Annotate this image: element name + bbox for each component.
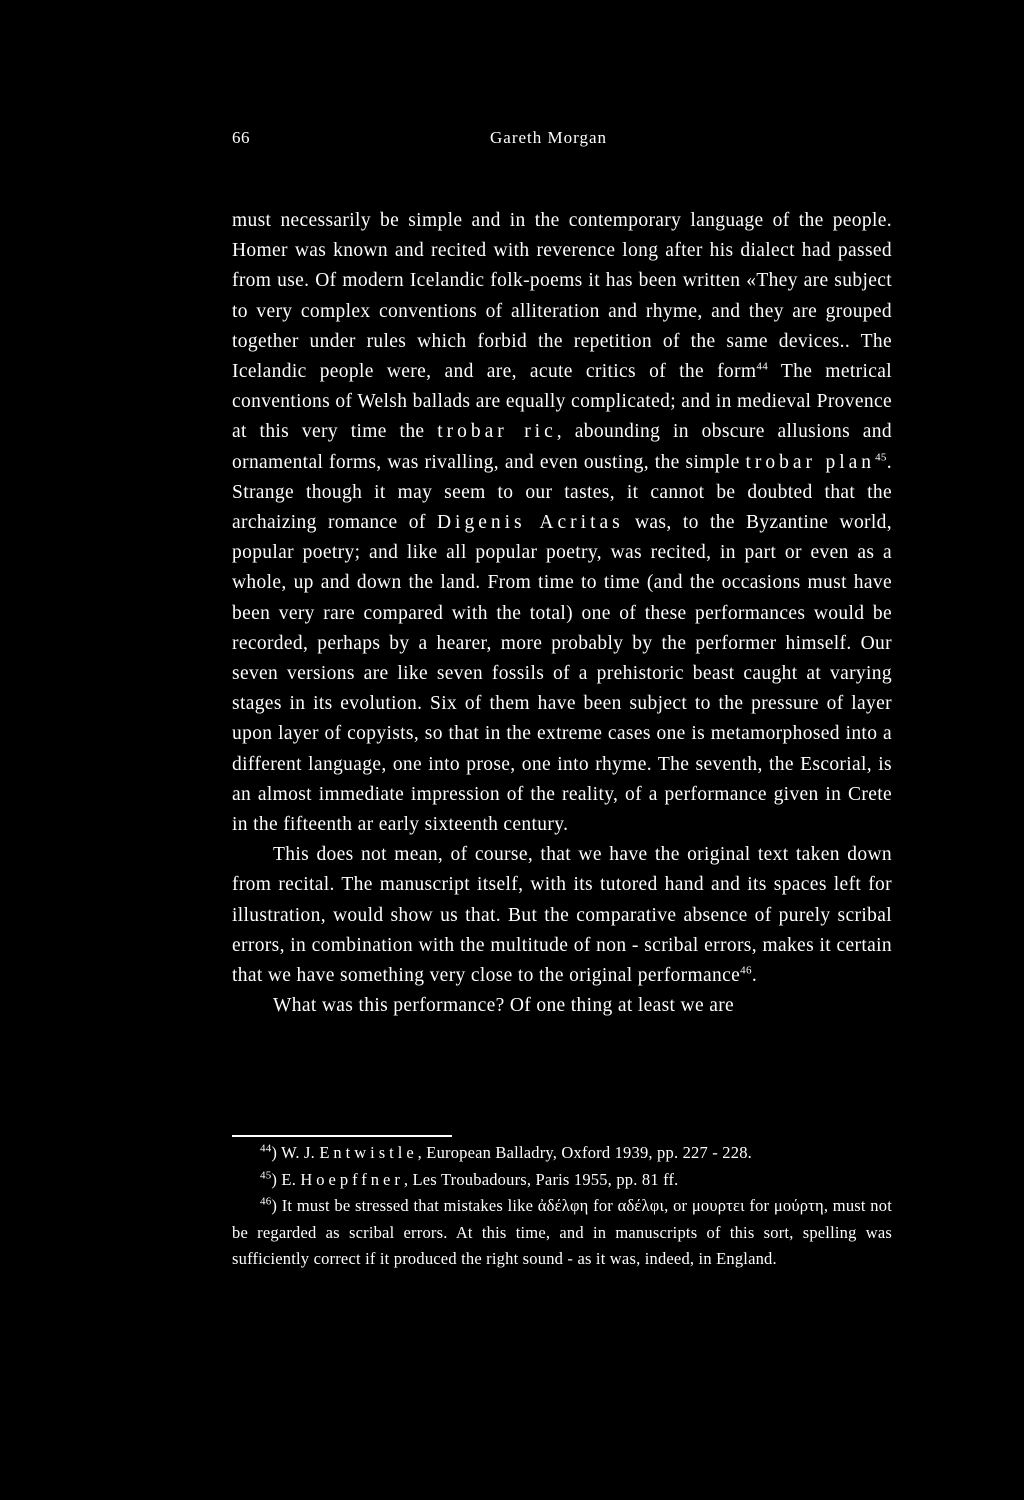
- paragraph-2-part-b: .: [751, 965, 758, 987]
- body-text: [232, 206, 892, 1021]
- footnote-author: Entwistle: [319, 1143, 418, 1162]
- footnote-46: [232, 1193, 892, 1273]
- paragraph-1-part-c: , abounding in obscure allusions and ornamental forms, was rivalling, and even ousting, the simple: [232, 421, 892, 473]
- footnote-prefix: ) E.: [271, 1169, 301, 1189]
- paragraph-3: What was this performance? Of one thing at least we are: [273, 995, 735, 1017]
- footnote-45: [232, 1167, 892, 1194]
- paragraph-1-part-b: The metrical conventions of Welsh ballads are equally complicated; and in medieval Provence at this very time the: [232, 361, 892, 443]
- paragraph-2: [232, 840, 892, 991]
- footnote-ref-44: 44: [756, 360, 769, 373]
- page-number: 66: [232, 128, 250, 147]
- paragraph-1-part-e: was, to the Byzantine world, popular poetry; and like all popular poetry, was recited, in part or even as a whole, up and down the land. From time to time (and the occasions must have been very rare compared with the total) one of these performances would be recorded, perhaps by a hearer, more probably by the performer himself. Our seven versions are like seven fossils of a prehistoric beast caught at varying stages in its evolution. Six of them have been subject to the pressure of layer upon layer of copyists, so that in the extreme cases one is metamorphosed into a different language, one into prose, one into rhyme. The seventh, the Escorial, is an almost immediate impression of the reality, of a performance given in Crete in the fifteenth ar early sixteenth century.: [232, 512, 892, 836]
- footnotes: [232, 1140, 892, 1273]
- footnote-marker: 45: [260, 1169, 272, 1181]
- footnote-ref-45: 45: [875, 451, 887, 464]
- paragraph-1-part-d: . Strange though it may seem to our tastes, it cannot be doubted that the archaizing romance of: [232, 451, 892, 534]
- paragraph-2-part-a: This does not mean, of course, that we have the original text taken down from recital. The manuscript itself, with its tutored hand and its spaces left for illustration, would show us that. But the comparative absence of purely scribal errors, in combination with the multitude of non - scribal errors, makes it certain that we have something very close to the original performance: [232, 844, 892, 987]
- page-header: [232, 128, 892, 152]
- footnote-author: Hoepffner: [300, 1169, 404, 1189]
- footnote-citation: , Les Troubadours, Paris 1955, pp. 81 ff.: [403, 1169, 679, 1189]
- footnote-marker: 44: [260, 1142, 272, 1155]
- footnote-prefix: ) W. J.: [271, 1143, 320, 1162]
- title-digenis-acritas: Digenis Acritas: [436, 512, 624, 534]
- footnote-citation: , European Balladry, Oxford 1939, pp. 227 - 228.: [417, 1143, 752, 1162]
- footnote-text: ) It must be stressed that mistakes like ἀδέλφη for αδέλφι, or μουρτει for μούρτη, must not be regarded as scribal errors. At this time, and in manuscripts of this sort, spelling was sufficiently correct if it produced the right sound - as it was, indeed, in England.: [232, 1196, 892, 1268]
- term-trobar-plan: trobar plan: [745, 451, 876, 473]
- footnote-ref-46: 46: [740, 964, 752, 977]
- paragraph-1: [232, 206, 892, 840]
- footnote-44: [232, 1140, 892, 1167]
- footnote-marker: 46: [260, 1195, 272, 1208]
- term-trobar-ric: trobar ric: [437, 421, 557, 443]
- footnote-rule: [232, 1135, 452, 1137]
- paragraph-1-part-a: must necessarily be simple and in the contemporary language of the people. Homer was known and recited with reverence long after his dialect had passed from use. Of modern Icelandic folk-poems it has been written «They are subject to very complex conventions of alliteration and rhyme, and they are grouped together under rules which forbid the repetition of the same devices.. The Icelandic people were, and are, acute critics of the form: [232, 210, 892, 383]
- running-head: Gareth Morgan: [490, 128, 608, 147]
